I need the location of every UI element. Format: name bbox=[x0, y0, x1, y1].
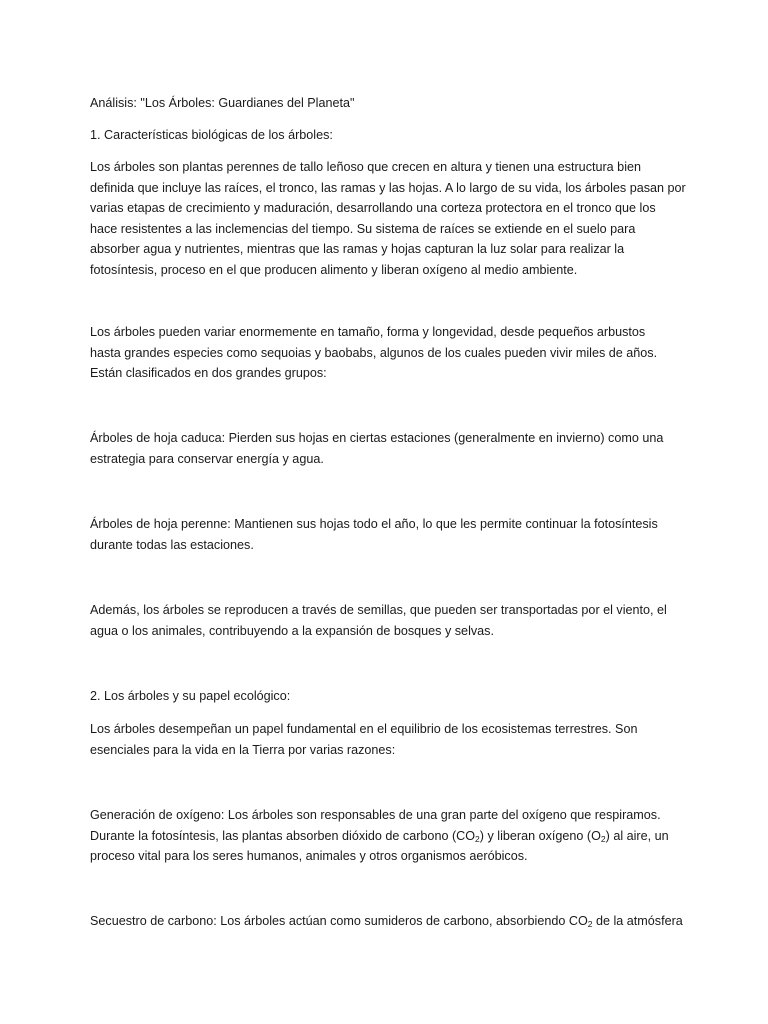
text-segment: Secuestro de carbono: Los árboles actúan como sumideros de carbono, absorbiendo CO bbox=[90, 914, 588, 928]
text-segment: ) y liberan oxígeno (O bbox=[479, 828, 601, 843]
text-segment: de la atmósfera bbox=[592, 914, 683, 928]
text-segment: ) al aire, un bbox=[605, 828, 669, 843]
text-line: fotosíntesis, proceso en el que producen alimento y liberan oxígeno al medio ambiente. bbox=[90, 262, 578, 277]
section-heading-2: 2. Los árboles y su papel ecológico: bbox=[90, 689, 291, 703]
text-line bbox=[90, 911, 690, 932]
text-line bbox=[90, 826, 690, 847]
subscript: 2 bbox=[587, 919, 593, 929]
text-line: definida que incluye las raíces, el tronco, las ramas y las hojas. A lo largo de su vida, los árboles pasan por bbox=[90, 180, 686, 195]
text-line: durante todas las estaciones. bbox=[90, 537, 254, 552]
text-line: varias etapas de crecimiento y maduración, desarrollando una corteza protectora en el tronco que los bbox=[90, 201, 656, 215]
subscript: 2 bbox=[600, 833, 606, 844]
text-line: esenciales para la vida en la Tierra por varias razones: bbox=[90, 742, 396, 757]
text-line: proceso vital para los seres humanos, animales y otros organismos aeróbicos. bbox=[90, 849, 528, 863]
paragraph-carbon-sequestration bbox=[90, 911, 690, 932]
paragraph-ecological-role bbox=[90, 719, 690, 760]
text-line: Los árboles pueden variar enormemente en tamaño, forma y longevidad, desde pequeños arbustos bbox=[90, 325, 646, 339]
paragraph-biological-characteristics bbox=[90, 157, 690, 280]
paragraph-tree-variety bbox=[90, 322, 690, 384]
text-line: Los árboles son plantas perennes de tallo leñoso que crecen en altura y tienen una estructura bien bbox=[90, 160, 641, 174]
paragraph-deciduous-trees bbox=[90, 428, 690, 469]
text-line: Generación de oxígeno: Los árboles son responsables de una gran parte del oxígeno que respiramos. bbox=[90, 808, 661, 822]
subscript: 2 bbox=[475, 833, 480, 844]
text-line: Están clasificados en dos grandes grupos: bbox=[90, 366, 327, 380]
section-heading-1: 1. Características biológicas de los árboles: bbox=[90, 128, 333, 142]
document-title: Análisis: "Los Árboles: Guardianes del Planeta" bbox=[90, 96, 355, 110]
text-line: Los árboles desempeñan un papel fundamental en el equilibrio de los ecosistemas terrestres. Son bbox=[90, 722, 638, 736]
text-line: hace resistentes a las inclemencias del tiempo. Su sistema de raíces se extiende en el suelo para bbox=[90, 221, 636, 236]
text-line: Árboles de hoja perenne: Mantienen sus hojas todo el año, lo que les permite continuar la fotosíntesis bbox=[90, 517, 658, 531]
paragraph-evergreen-trees bbox=[90, 514, 690, 555]
text-line: Además, los árboles se reproducen a través de semillas, que pueden ser transportadas por el viento, el bbox=[90, 603, 667, 617]
text-line: estrategia para conservar energía y agua. bbox=[90, 451, 324, 466]
text-line: Árboles de hoja caduca: Pierden sus hojas en ciertas estaciones (generalmente en invierno) como una bbox=[90, 431, 664, 445]
text-line: hasta grandes especies como sequoias y baobabs, algunos de los cuales pueden vivir miles de años. bbox=[90, 345, 658, 360]
document-page bbox=[90, 0, 690, 1024]
text-line: agua o los animales, contribuyendo a la expansión de bosques y selvas. bbox=[90, 623, 494, 638]
text-line: absorber agua y nutrientes, mientras que las ramas y hojas capturan la luz solar para realizar la bbox=[90, 242, 625, 256]
text-segment: Durante la fotosíntesis, las plantas absorben dióxido de carbono (CO bbox=[90, 828, 476, 843]
paragraph-reproduction bbox=[90, 600, 690, 641]
paragraph-oxygen-generation bbox=[90, 805, 690, 867]
